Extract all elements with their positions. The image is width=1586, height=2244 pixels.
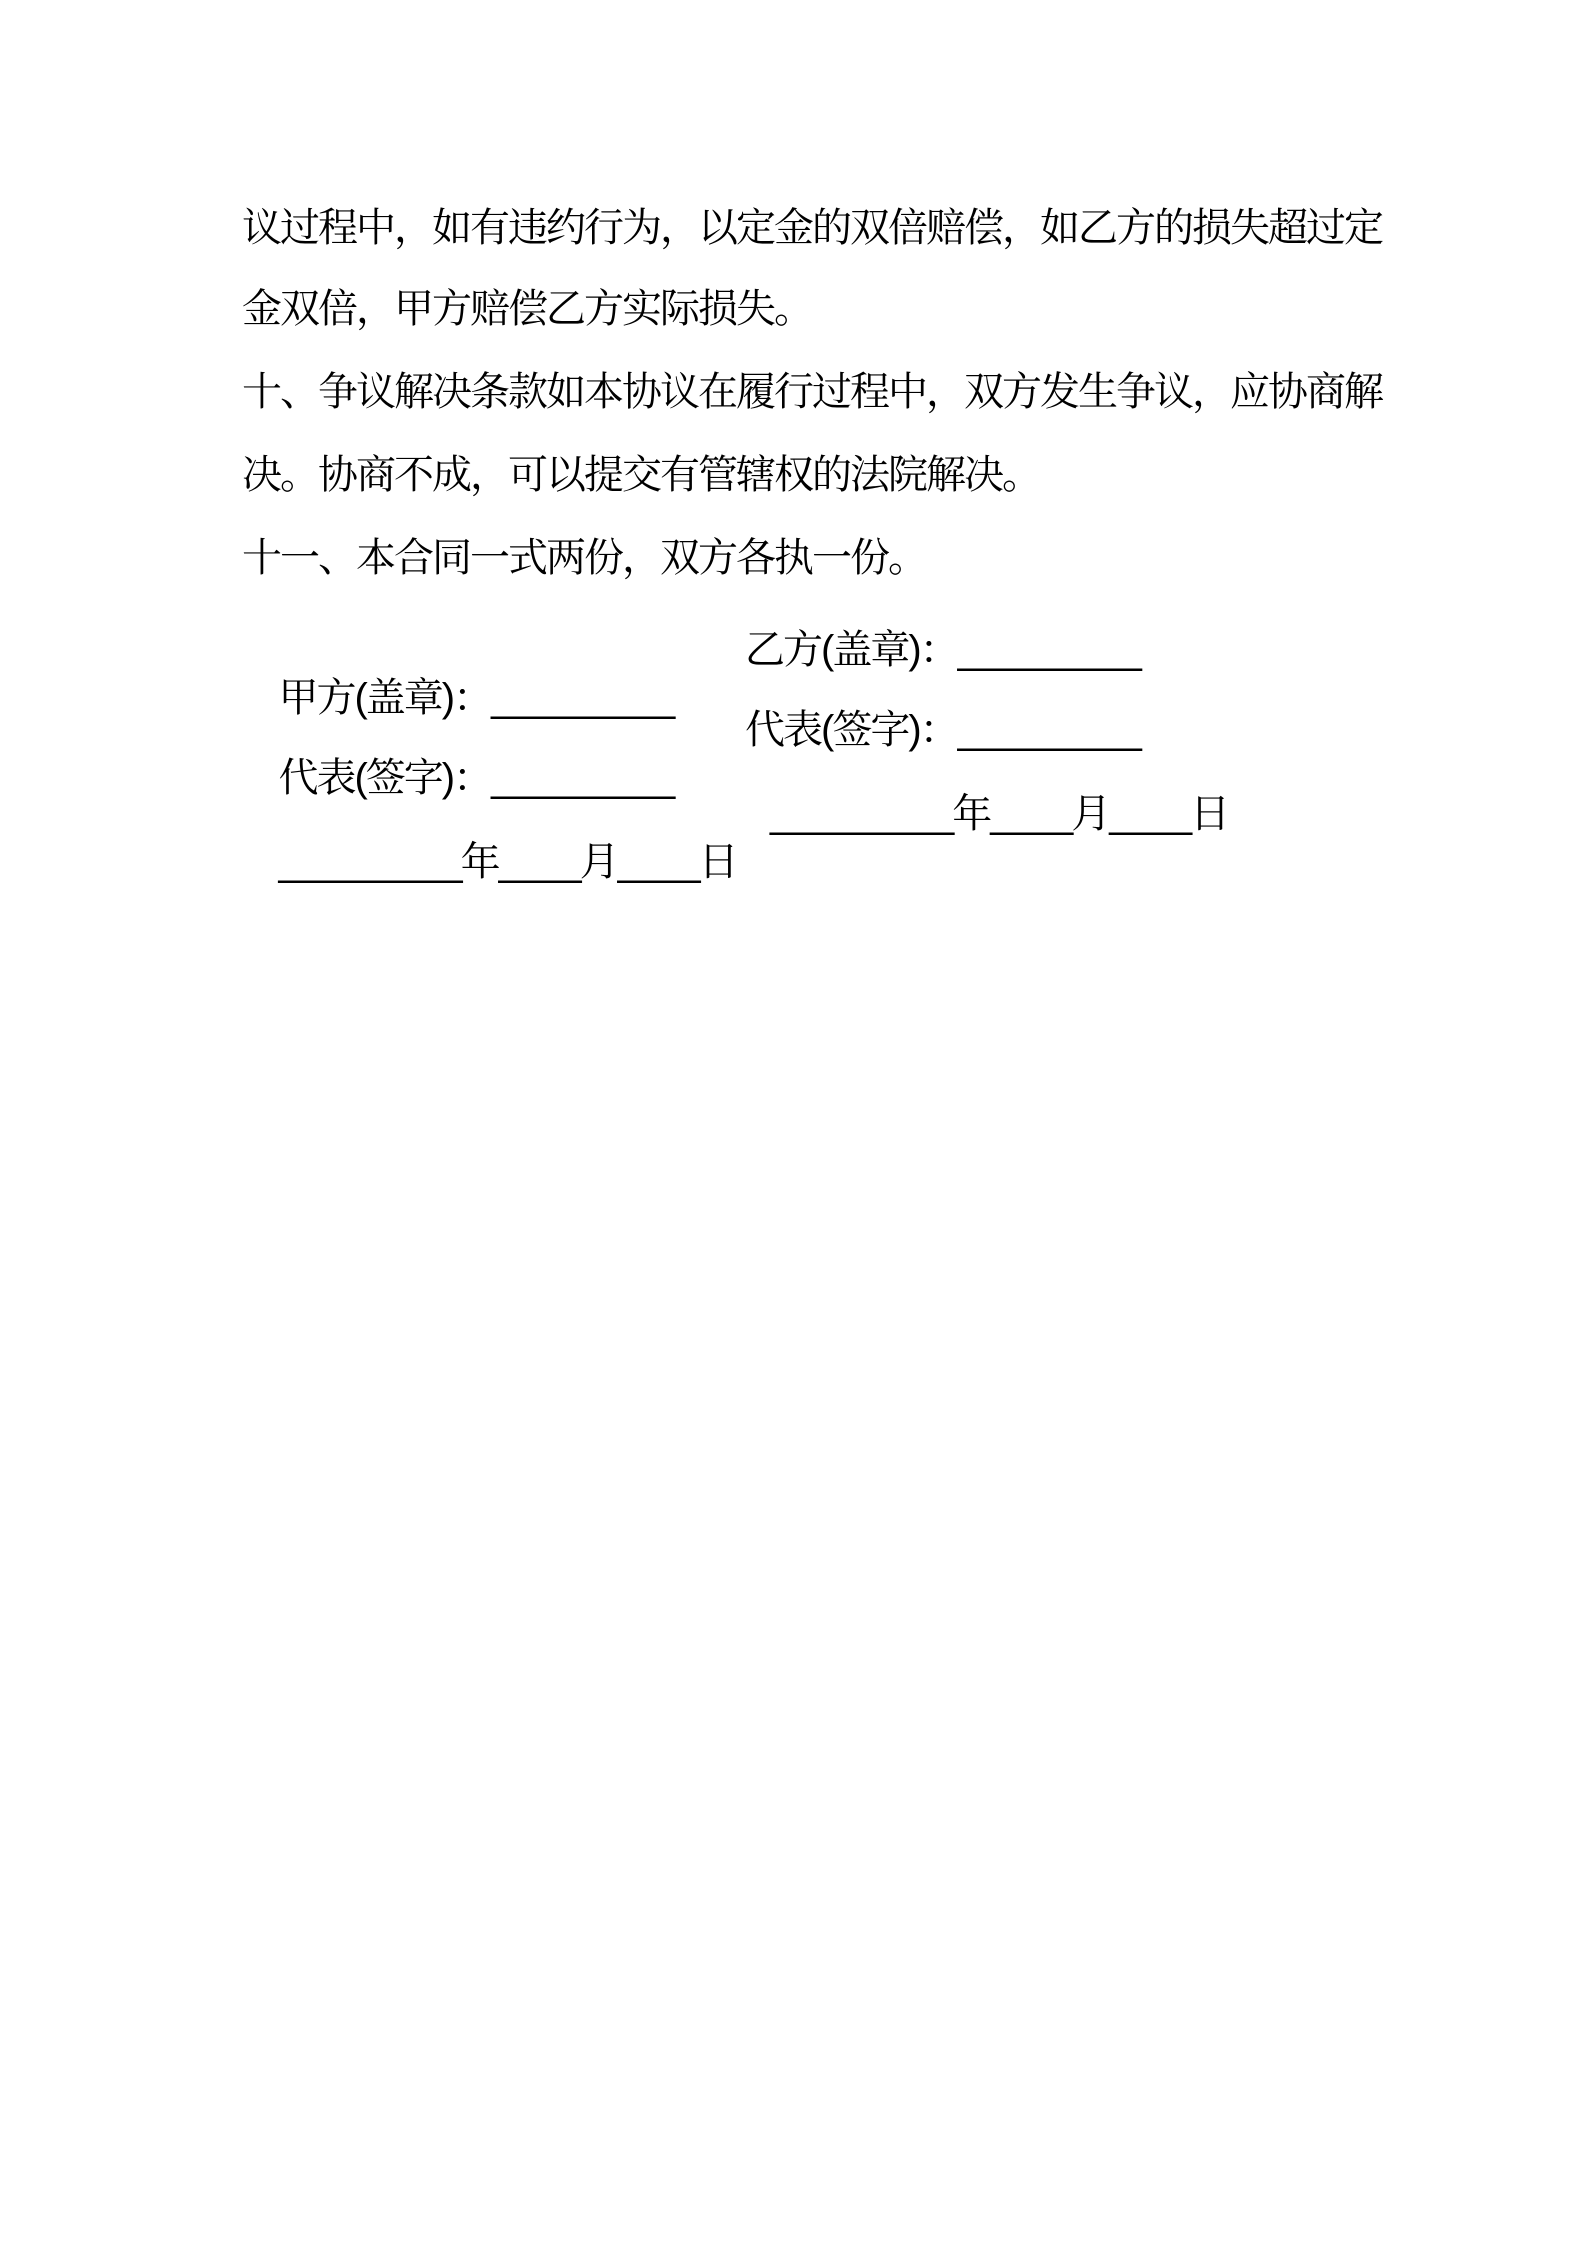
clause-dispute-line-2: 决。协商不成，可以提交有管辖权的法院解决。	[242, 453, 1040, 497]
party-b-date-blank: _________年____月____日	[770, 792, 1229, 836]
party-b-seal-blank: 乙方(盖章)：_________	[745, 628, 1140, 672]
party-a-representative-blank: 代表(签字)：_________	[278, 756, 674, 800]
party-b-representative-blank: 代表(签字)：_________	[745, 708, 1140, 752]
clause-dispute-line-1: 十、争议解决条款如本协议在履行过程中，双方发生争议，应协商解	[242, 370, 1382, 414]
party-a-date-blank: _________年____月____日	[278, 840, 737, 884]
signature-date-row	[242, 790, 1422, 982]
clause-copies-line: 十一、本合同一式两份，双方各执一份。	[242, 536, 926, 580]
clause-penalty-line-2: 金双倍，甲方赔偿乙方实际损失。	[242, 287, 812, 331]
party-a-seal-blank: 甲方(盖章)：_________	[278, 676, 674, 720]
clause-penalty-line-1: 议过程中，如有违约行为，以定金的双倍赔偿，如乙方的损失超过定	[242, 206, 1382, 250]
